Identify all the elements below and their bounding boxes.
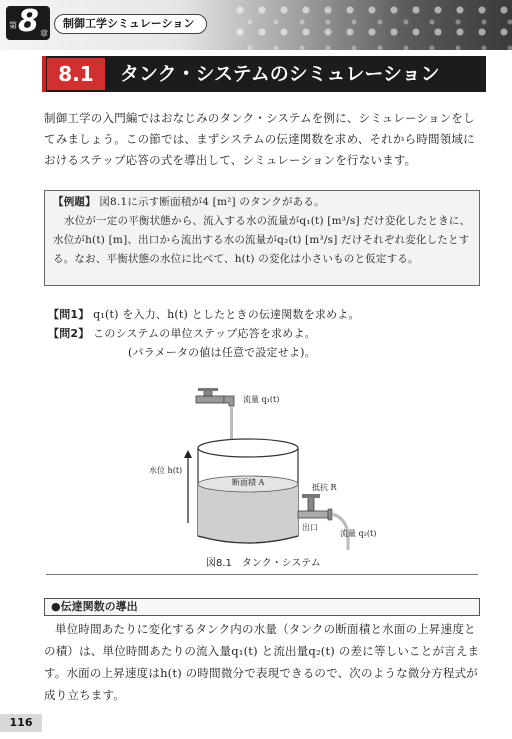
question-2-note: (パラメータの値は任意で設定せよ)。	[128, 346, 316, 359]
chapter-prefix: 第	[9, 21, 17, 30]
chapter-number: 8	[18, 4, 39, 39]
question-2-text: このシステムの単位ステップ応答を求めよ。	[93, 327, 316, 340]
question-1	[48, 305, 478, 324]
level-arrow	[184, 450, 192, 523]
section-number: 8.1	[47, 58, 105, 90]
subsection-heading-box	[44, 598, 480, 616]
example-line1: 図8.1に示す断面積が4 [m²] のタンクがある。	[99, 196, 325, 208]
example-first-line	[53, 193, 325, 212]
chapter-title: 制御工学シミュレーション	[54, 14, 207, 34]
transfer-function-text	[44, 618, 482, 706]
page-number: 116	[0, 714, 42, 732]
question-2-tag: 【問2】	[48, 327, 90, 340]
resistance-label: 抵抗 R	[312, 483, 337, 492]
transfer-function-paragraph: 単位時間あたりに変化するタンク内の水量（タンクの断面積と水面の上昇速度との積）は、単位時間あたりの流入量q₁(t) と流出量q₂(t) の差に等しいことが言えます。水面の上昇速度はh(t) の時間微分で表現できるので、次のような微分方程式が成り立ちます。	[44, 622, 480, 702]
questions	[48, 305, 478, 362]
tank-diagram	[46, 378, 478, 574]
level-label: 水位 h(t)	[149, 466, 183, 475]
example-tag: 【例題】	[53, 196, 96, 208]
section-title: タンク・システムのシミュレーション	[120, 63, 440, 85]
inflow-faucet	[196, 388, 234, 444]
chapter-suffix: 章	[40, 29, 48, 38]
example-box	[44, 190, 480, 286]
question-1-tag: 【問1】	[48, 308, 90, 321]
example-body: 水位が一定の平衡状態から、流入する水の流量がq₁(t) [m³/s] だけ変化したときに、水位がh(t) [m]、出口から流出する水の流量がq₂(t) [m³/s] だけそれぞれ変化したとする。なお、平衡状態の水位に比べて、h(t) の変化は小さいものと仮定する。	[53, 215, 471, 265]
figure-caption: 図8.1 タンク・システム	[206, 558, 321, 569]
question-2	[48, 324, 478, 343]
outflow-label: 流量 q₂(t)	[340, 529, 377, 538]
outlet-label: 出口	[302, 523, 318, 532]
inflow-label: 流量 q₁(t)	[243, 395, 280, 404]
tank-figure	[46, 378, 478, 575]
question-1-text: q₁(t) を入力、h(t) としたときの伝達関数を求めよ。	[93, 308, 360, 321]
intro-paragraph: 制御工学の入門編ではおなじみのタンク・システムを例に、シミュレーションをしてみましょう。この節では、まずシステムの伝達関数を求め、それから時間領域におけるステップ応答の式を導出して、シミュレーションを行ないます。	[44, 111, 475, 167]
area-label: 断面積 A	[232, 478, 265, 487]
outlet-valve	[298, 494, 332, 520]
tank	[198, 439, 298, 543]
subsection-heading: ●伝達関数の導出	[51, 600, 138, 613]
chapter-badge	[6, 6, 50, 40]
